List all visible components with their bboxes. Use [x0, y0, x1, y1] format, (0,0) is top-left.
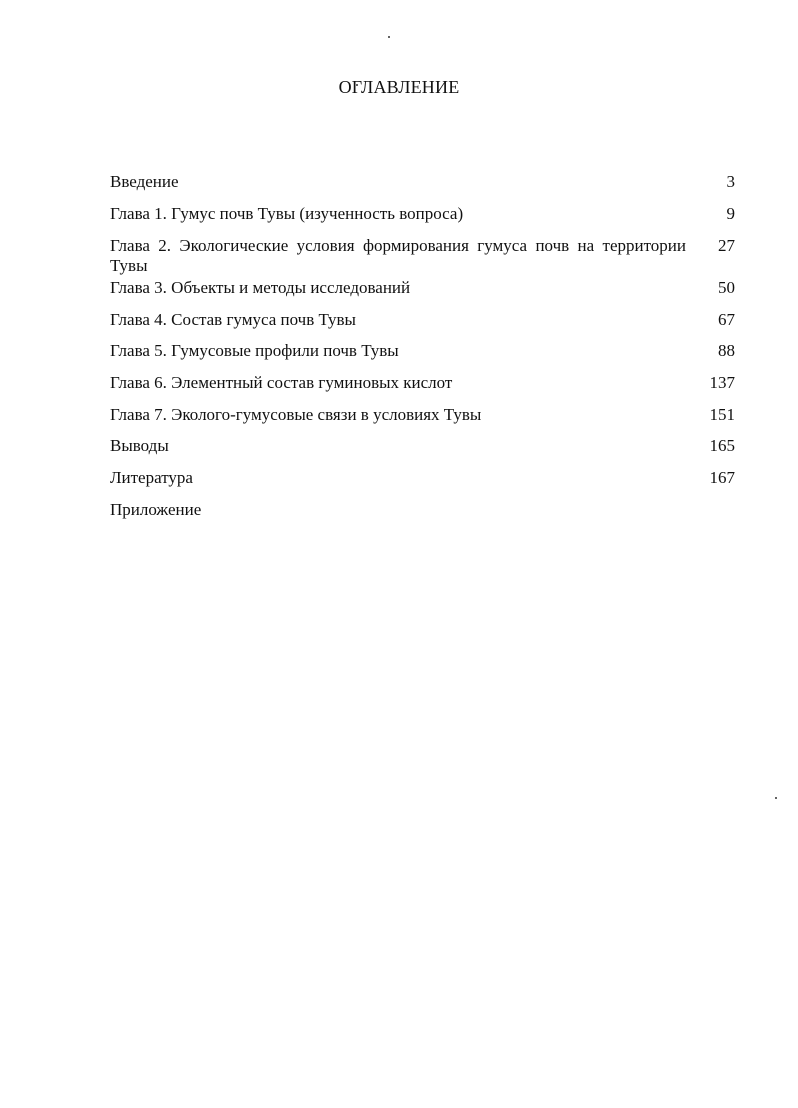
toc-entry-label: Глава 4. Состав гумуса почв Тувы — [110, 310, 356, 329]
toc-entry-page: 67 — [718, 310, 735, 329]
toc-entry-label: Литература — [110, 468, 193, 487]
toc-entry-label: Глава 6. Элементный состав гуминовых кислот — [110, 373, 453, 392]
toc-entry-label: Глава 5. Гумусовые профили почв Тувы — [110, 341, 399, 360]
toc-entry-label: Глава 3. Объекты и методы исследований — [110, 278, 411, 297]
toc-entry-page: 167 — [709, 468, 735, 487]
toc-entry-page: 165 — [709, 436, 735, 455]
toc-entry-page: 9 — [726, 204, 735, 223]
toc-entry-label: Выводы — [110, 436, 169, 455]
scan-speck — [388, 36, 390, 38]
toc-entry-label: Глава 1. Гумус почв Тувы (изученность вопроса) — [110, 204, 464, 223]
toc-entry-label: Глава 7. Эколого-гумусовые связи в условиях Тувы — [110, 405, 482, 424]
toc-entry-page: 151 — [709, 405, 735, 424]
toc-entry-label: Введение — [110, 172, 179, 191]
toc-entry-page: 50 — [718, 278, 735, 297]
toc-entry-page: 88 — [718, 341, 735, 360]
scan-speck — [775, 797, 777, 799]
toc-entry-page: 3 — [726, 172, 735, 191]
page-title: ОГЛАВЛЕНИЕ — [338, 77, 460, 97]
toc-entry-label: Глава 2. Экологические условия формирования гумуса почв на территории Тувы — [110, 236, 686, 275]
toc-entry-label: Приложение — [110, 500, 202, 519]
toc-entry-page: 137 — [709, 373, 735, 392]
toc-entry-page: 27 — [718, 236, 735, 255]
